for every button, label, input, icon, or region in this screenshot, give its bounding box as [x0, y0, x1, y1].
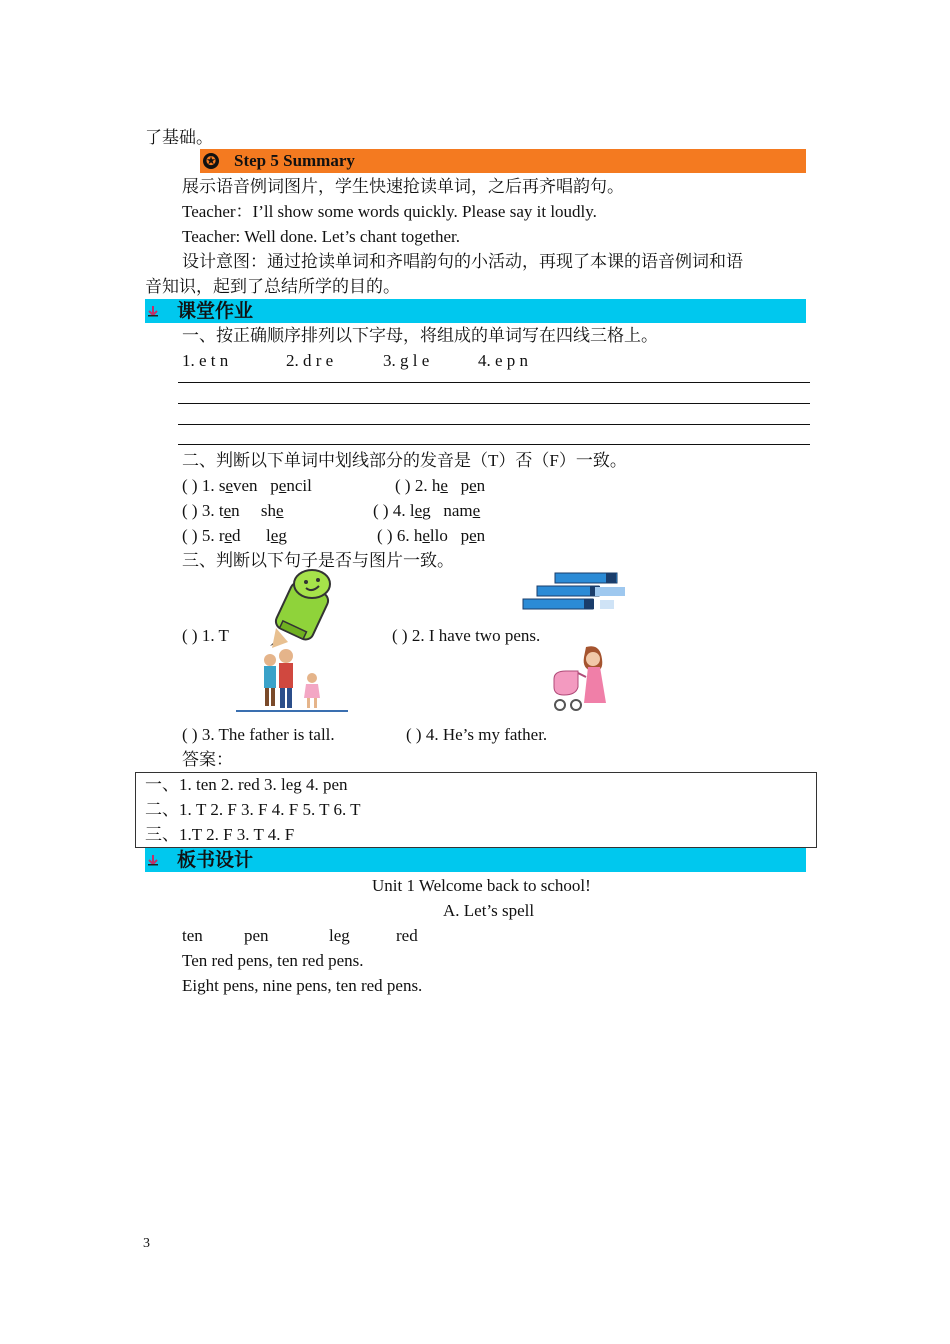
part3-item-4: ( ) 4. He’s my father. — [406, 725, 548, 744]
family-image — [234, 646, 350, 712]
word: pencil — [270, 476, 312, 495]
part2-item-1: ( ) 1. seven pencil — [182, 476, 312, 495]
answer-line-3: 三、1.T 2. F 3. T 4. F — [145, 825, 295, 844]
board-chant-2: Eight pens, nine pens, ten red pens. — [182, 976, 423, 995]
board-header-bar — [145, 848, 806, 872]
part3-item-2: ( ) 2. I have two pens. — [392, 626, 541, 645]
part2-item-4: ( ) 4. leg name — [373, 501, 481, 520]
star-icon: ✪ — [203, 153, 219, 169]
part2-item-3: ( ) 3. ten she — [182, 501, 284, 520]
word: leg — [409, 501, 431, 520]
design-intent-line-1: 设计意图：通过抢读单词和齐唱韵句的小活动，再现了本课的语音例词和语 — [182, 252, 743, 271]
part2-item-5: ( ) 5. red leg — [182, 526, 287, 545]
word: name — [443, 501, 481, 520]
page-number: 3 — [143, 1236, 150, 1251]
word: red — [218, 526, 241, 545]
board-word-2: pen — [244, 926, 269, 945]
writing-line-2 — [178, 403, 810, 404]
writing-line-3 — [178, 424, 810, 425]
board-chant-1: Ten red pens, ten red pens. — [182, 951, 364, 970]
answer-line-1: 一、1. ten 2. red 3. leg 4. pen — [145, 775, 348, 794]
word: pen — [460, 526, 486, 545]
word: he — [431, 476, 448, 495]
word: pen — [460, 476, 486, 495]
word: hello — [413, 526, 448, 545]
homework-header-bar — [145, 299, 806, 323]
step5-line-3: Teacher: Well done. Let’s chant together. — [182, 227, 460, 246]
arrow-down-icon — [147, 854, 159, 866]
writing-line-1 — [178, 382, 810, 383]
part3-item-1: ( ) 1. T — [182, 626, 229, 645]
board-word-1: ten — [182, 926, 203, 945]
part1-item-4: 4. e p n — [478, 351, 529, 370]
answers-label: 答案： — [182, 750, 233, 769]
arrow-down-icon — [147, 305, 159, 317]
homework-title: 课堂作业 — [177, 300, 254, 322]
word: seven — [218, 476, 258, 495]
intro-tail: 了基础。 — [145, 128, 213, 147]
step5-header-bar — [200, 149, 806, 173]
part2-item-6: ( ) 6. hello pen — [377, 526, 486, 545]
word: leg — [266, 526, 287, 545]
writing-line-4 — [178, 444, 810, 445]
answer-line-2: 二、1. T 2. F 3. F 4. F 5. T 6. T — [145, 800, 361, 819]
mother-stroller-image — [548, 643, 612, 715]
step5-line-1: 展示语音例词图片，学生快速抢读单词，之后再齐唱韵句。 — [182, 177, 624, 196]
part3-instruction: 三、判断以下句子是否与图片一致。 — [182, 551, 454, 570]
word: she — [260, 501, 284, 520]
board-title: 板书设计 — [177, 849, 254, 871]
board-unit-title: Unit 1 Welcome back to school! — [372, 876, 591, 895]
part3-item-3: ( ) 3. The father is tall. — [182, 725, 335, 744]
pencil-stack-image — [520, 571, 640, 615]
board-word-3: leg — [329, 926, 350, 945]
board-word-4: red — [396, 926, 418, 945]
part1-item-2: 2. d r e — [286, 351, 334, 370]
pencil-cartoon-image — [262, 566, 342, 648]
board-subtitle: A. Let’s spell — [443, 901, 535, 920]
part2-instruction: 二、判断以下单词中划线部分的发音是（T）否（F）一致。 — [182, 451, 627, 470]
part1-item-1: 1. e t n — [182, 351, 229, 370]
word: ten — [218, 501, 240, 520]
part1-instruction: 一、按正确顺序排列以下字母，将组成的单词写在四线三格上。 — [182, 326, 658, 345]
part1-item-3: 3. g l e — [383, 351, 430, 370]
step5-line-2: Teacher：I’ll show some words quickly. Please say it loudly. — [182, 202, 597, 221]
part2-item-2: ( ) 2. he pen — [395, 476, 486, 495]
design-intent-line-2: 音知识，起到了总结所学的目的。 — [145, 277, 400, 296]
step5-title: Step 5 Summary — [234, 151, 355, 170]
